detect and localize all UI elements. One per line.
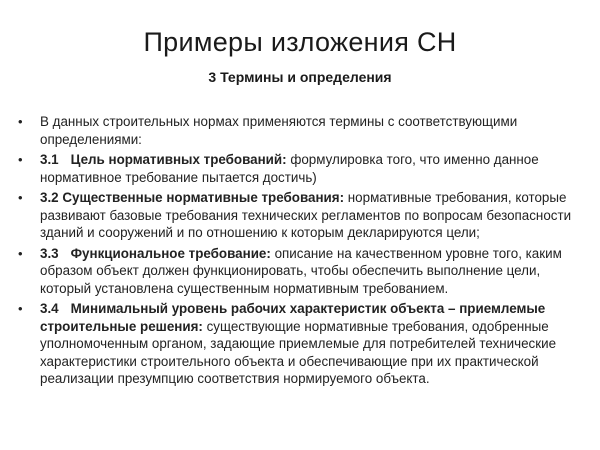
item-text: формулировка того, что именно данное нормативное требование пытается достичь) [40, 152, 539, 185]
item-term: Цель нормативных требований: [70, 152, 287, 167]
bullet-icon: • [18, 152, 23, 167]
definitions-list [18, 113, 578, 391]
item-term: Минимальный уровень рабочих характеристик объекта – приемлемые строительные решения: [40, 301, 546, 334]
item-number: 3.1 [40, 152, 59, 167]
item-number: 3.4 [40, 301, 59, 316]
item-text: В данных строительных нормах применяются термины с соответствующими определениями: [40, 114, 518, 147]
list-item [18, 151, 578, 186]
bullet-icon: • [18, 190, 23, 205]
bullet-icon: • [18, 245, 23, 261]
item-term: Функциональное требование: [70, 245, 271, 261]
bullet-icon: • [18, 301, 23, 316]
section-heading: 3 Термины и определения [208, 69, 392, 85]
item-number: 3.3 [40, 245, 59, 261]
slide-title: Примеры изложения СН [143, 27, 457, 57]
item-term: Существенные нормативные требования: [62, 190, 345, 205]
item-text: нормативные требования, которые развивают базовые требования технических регламентов по вопросам безопасности зданий и сооружений и по отношению к которым декларируются цели; [40, 190, 572, 240]
list-item [18, 189, 578, 242]
list-item [18, 113, 578, 148]
list-item [18, 300, 578, 388]
item-text: описание на качественном уровне того, каким образом объект должен функционировать, чтобы обеспечить выполнение цели, который установлена существенным нормативным требованием. [40, 245, 562, 296]
item-number: 3.2 [40, 190, 59, 205]
bullet-icon: • [18, 114, 23, 129]
list-item [18, 245, 578, 298]
item-text: существующие нормативные требования, одобренные уполномоченным органом, задающие приемлемые для потребителей технические характеристики строительного объекта и обеспечивающие при их практической реализации презумпцию соответствия нормируемого объекта. [40, 318, 557, 386]
